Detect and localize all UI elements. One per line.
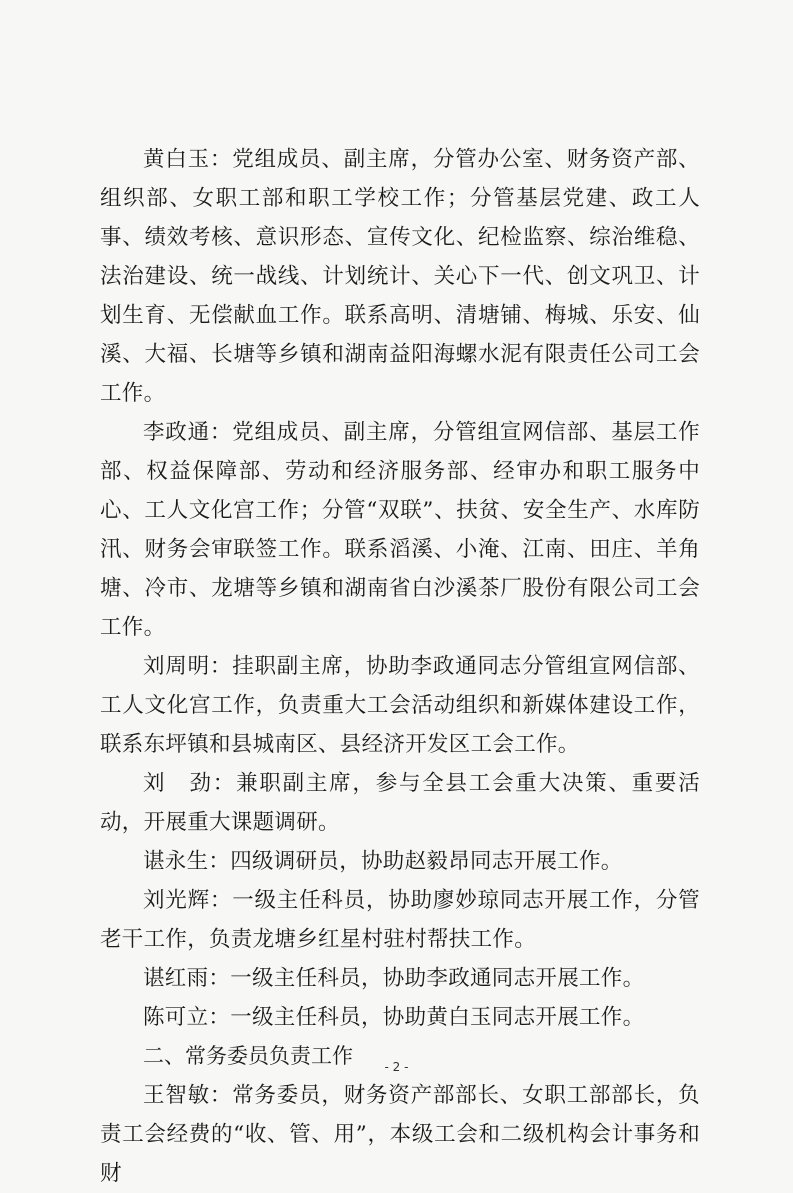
page-number: - 2 - (384, 1060, 409, 1074)
paragraph-wang-zhimin: 王智敏：常务委员，财务资产部部长、女职工部部长，负责工会经费的“收、管、用”，本级工会和二级机构会计事务和财 (100, 1083, 700, 1186)
paragraph-chen-hongyu: 谌红雨：一级主任科员，协助李政通同志开展工作。 (143, 966, 645, 991)
paragraph-liu-guanghui: 刘光辉：一级主任科员，协助廖妙琼同志开展工作，分管老干工作，负责龙塘乡红星村驻村帮扶工作。 (100, 888, 700, 952)
document-body (100, 140, 700, 1193)
paragraph-chen-yongsheng: 谌永生：四级调研员，协助赵毅昂同志开展工作。 (143, 849, 623, 874)
paragraph-huang-baiyu: 黄白玉：党组成员、副主席，分管办公室、财务资产部、组织部、女职工部和职工学校工作；分管基层党建、政工人事、绩效考核、意识形态、宣传文化、纪检监察、综治维稳、法治建设、统一战线、计划统计、关心下一代、创文巩卫、计划生育、无偿献血工作。联系高明、清塘铺、梅城、乐安、仙溪、大福、长塘等乡镇和湖南益阳海螺水泥有限责任公司工会工作。 (100, 147, 700, 406)
paragraph-chen-keli: 陈可立：一级主任科员，协助黄白玉同志开展工作。 (143, 1005, 645, 1030)
section-heading: 二、常务委员负责工作 (143, 1044, 353, 1068)
paragraph-liu-jin: 刘 劲：兼职副主席，参与全县工会重大决策、重要活动，开展重大课题调研。 (100, 771, 700, 835)
paragraph-li-zhengtong: 李政通：党组成员、副主席，分管组宣网信部、基层工作部、权益保障部、劳动和经济服务部、经审办和职工服务中心、工人文化宫工作；分管“双联”、扶贫、安全生产、水库防汛、财务会审联签工作。联系滔溪、小淹、江南、田庄、羊角塘、冷市、龙塘等乡镇和湖南省白沙溪茶厂股份有限公司工会工作。 (100, 420, 700, 640)
paragraph-liu-zhouming: 刘周明：挂职副主席，协助李政通同志分管组宣网信部、工人文化宫工作，负责重大工会活动组织和新媒体建设工作，联系东坪镇和县城南区、县经济开发区工会工作。 (100, 654, 700, 757)
